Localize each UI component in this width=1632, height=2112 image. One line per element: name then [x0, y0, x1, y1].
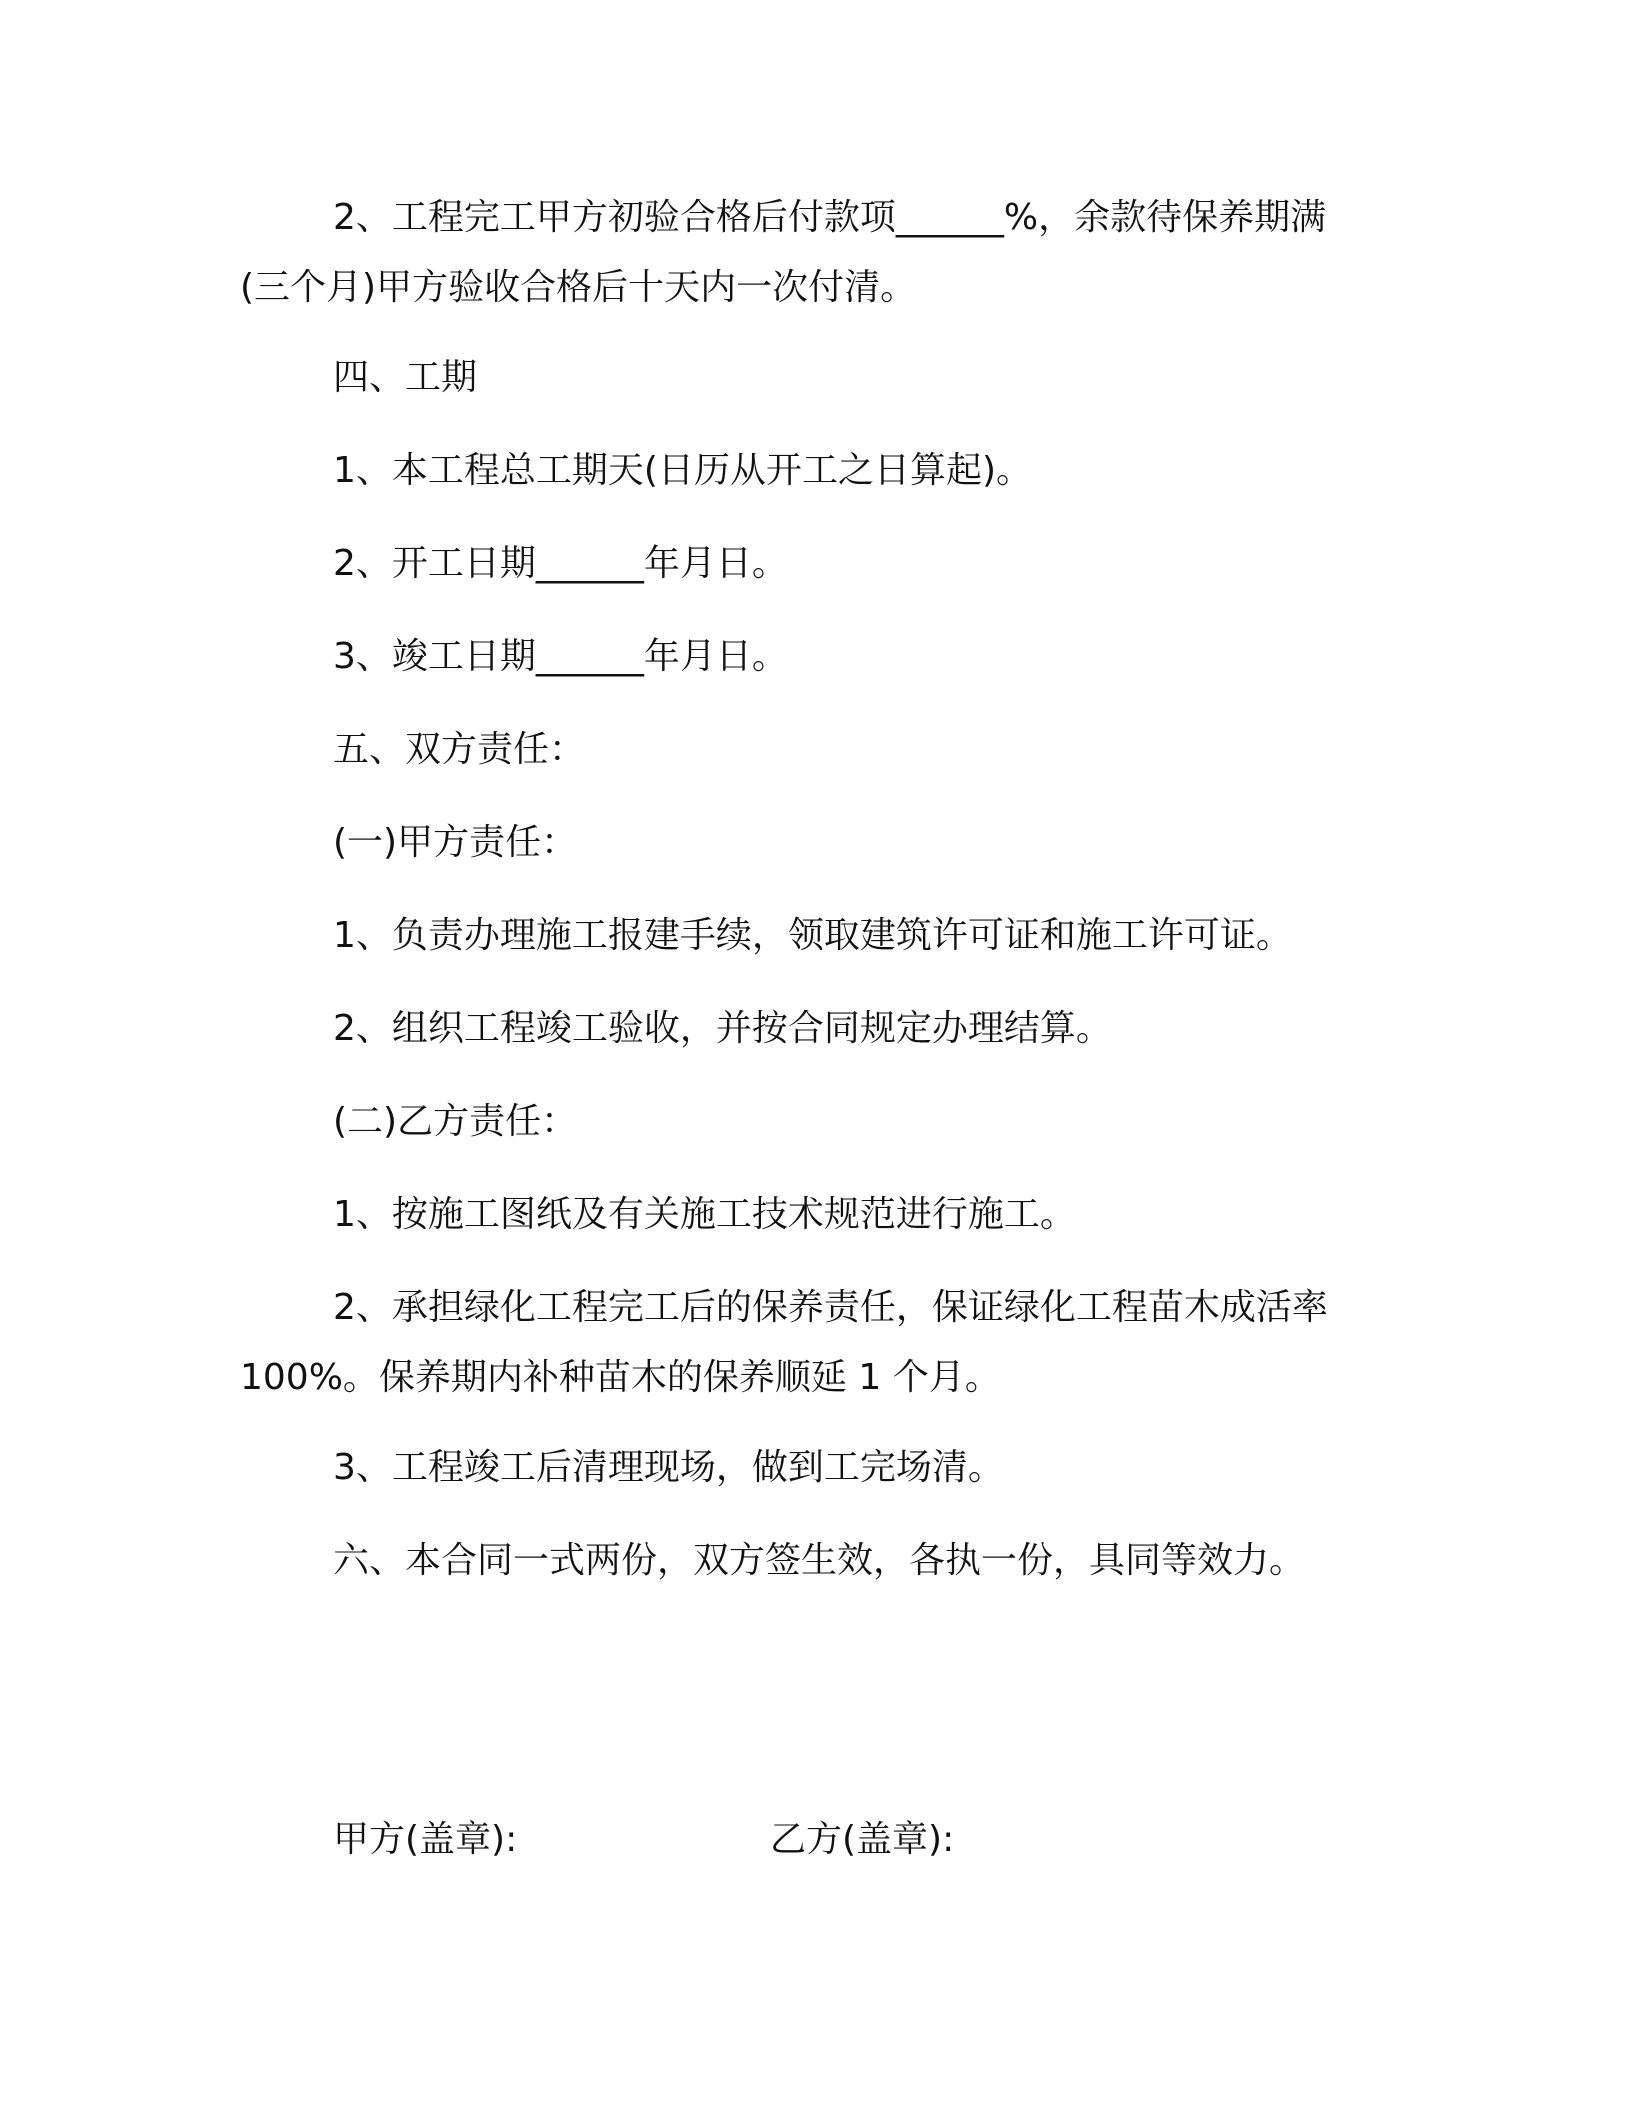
paragraph-party-b-item-2-line-2: 100%。保养期内补种苗木的保养顺延 1 个月。 — [240, 1357, 1001, 1398]
signature-party-b: 乙方(盖章): — [770, 1819, 955, 1860]
paragraph-total-duration: 1、本工程总工期天(日历从开工之日算起)。 — [333, 450, 1032, 491]
section-heading-schedule: 四、工期 — [333, 357, 478, 398]
signature-party-a: 甲方(盖章): — [333, 1819, 518, 1860]
paragraph-completion-date: 3、竣工日期______年月日。 — [333, 636, 788, 677]
paragraph-party-b-item-2-line-1: 2、承担绿化工程完工后的保养责任，保证绿化工程苗木成活率 — [333, 1287, 1328, 1328]
section-heading-responsibilities: 五、双方责任： — [333, 729, 586, 770]
subheading-party-a-responsibilities: (一)甲方责任： — [333, 822, 578, 863]
subheading-party-b-responsibilities: (二)乙方责任： — [333, 1101, 578, 1142]
paragraph-party-b-item-1: 1、按施工图纸及有关施工技术规范进行施工。 — [333, 1194, 1076, 1235]
paragraph-party-a-item-2: 2、组织工程竣工验收，并按合同规定办理结算。 — [333, 1008, 1112, 1049]
section-heading-copies: 六、本合同一式两份，双方签生效，各执一份，具同等效力。 — [333, 1540, 1306, 1581]
paragraph-payment-line-2: (三个月)甲方验收合格后十天内一次付清。 — [240, 267, 917, 308]
paragraph-party-b-item-3: 3、工程竣工后清理现场，做到工完场清。 — [333, 1447, 1004, 1488]
paragraph-party-a-item-1: 1、负责办理施工报建手续，领取建筑许可证和施工许可证。 — [333, 915, 1292, 956]
paragraph-payment-line-1: 2、工程完工甲方初验合格后付款项______%，余款待保养期满 — [333, 197, 1327, 238]
paragraph-start-date: 2、开工日期______年月日。 — [333, 543, 788, 584]
